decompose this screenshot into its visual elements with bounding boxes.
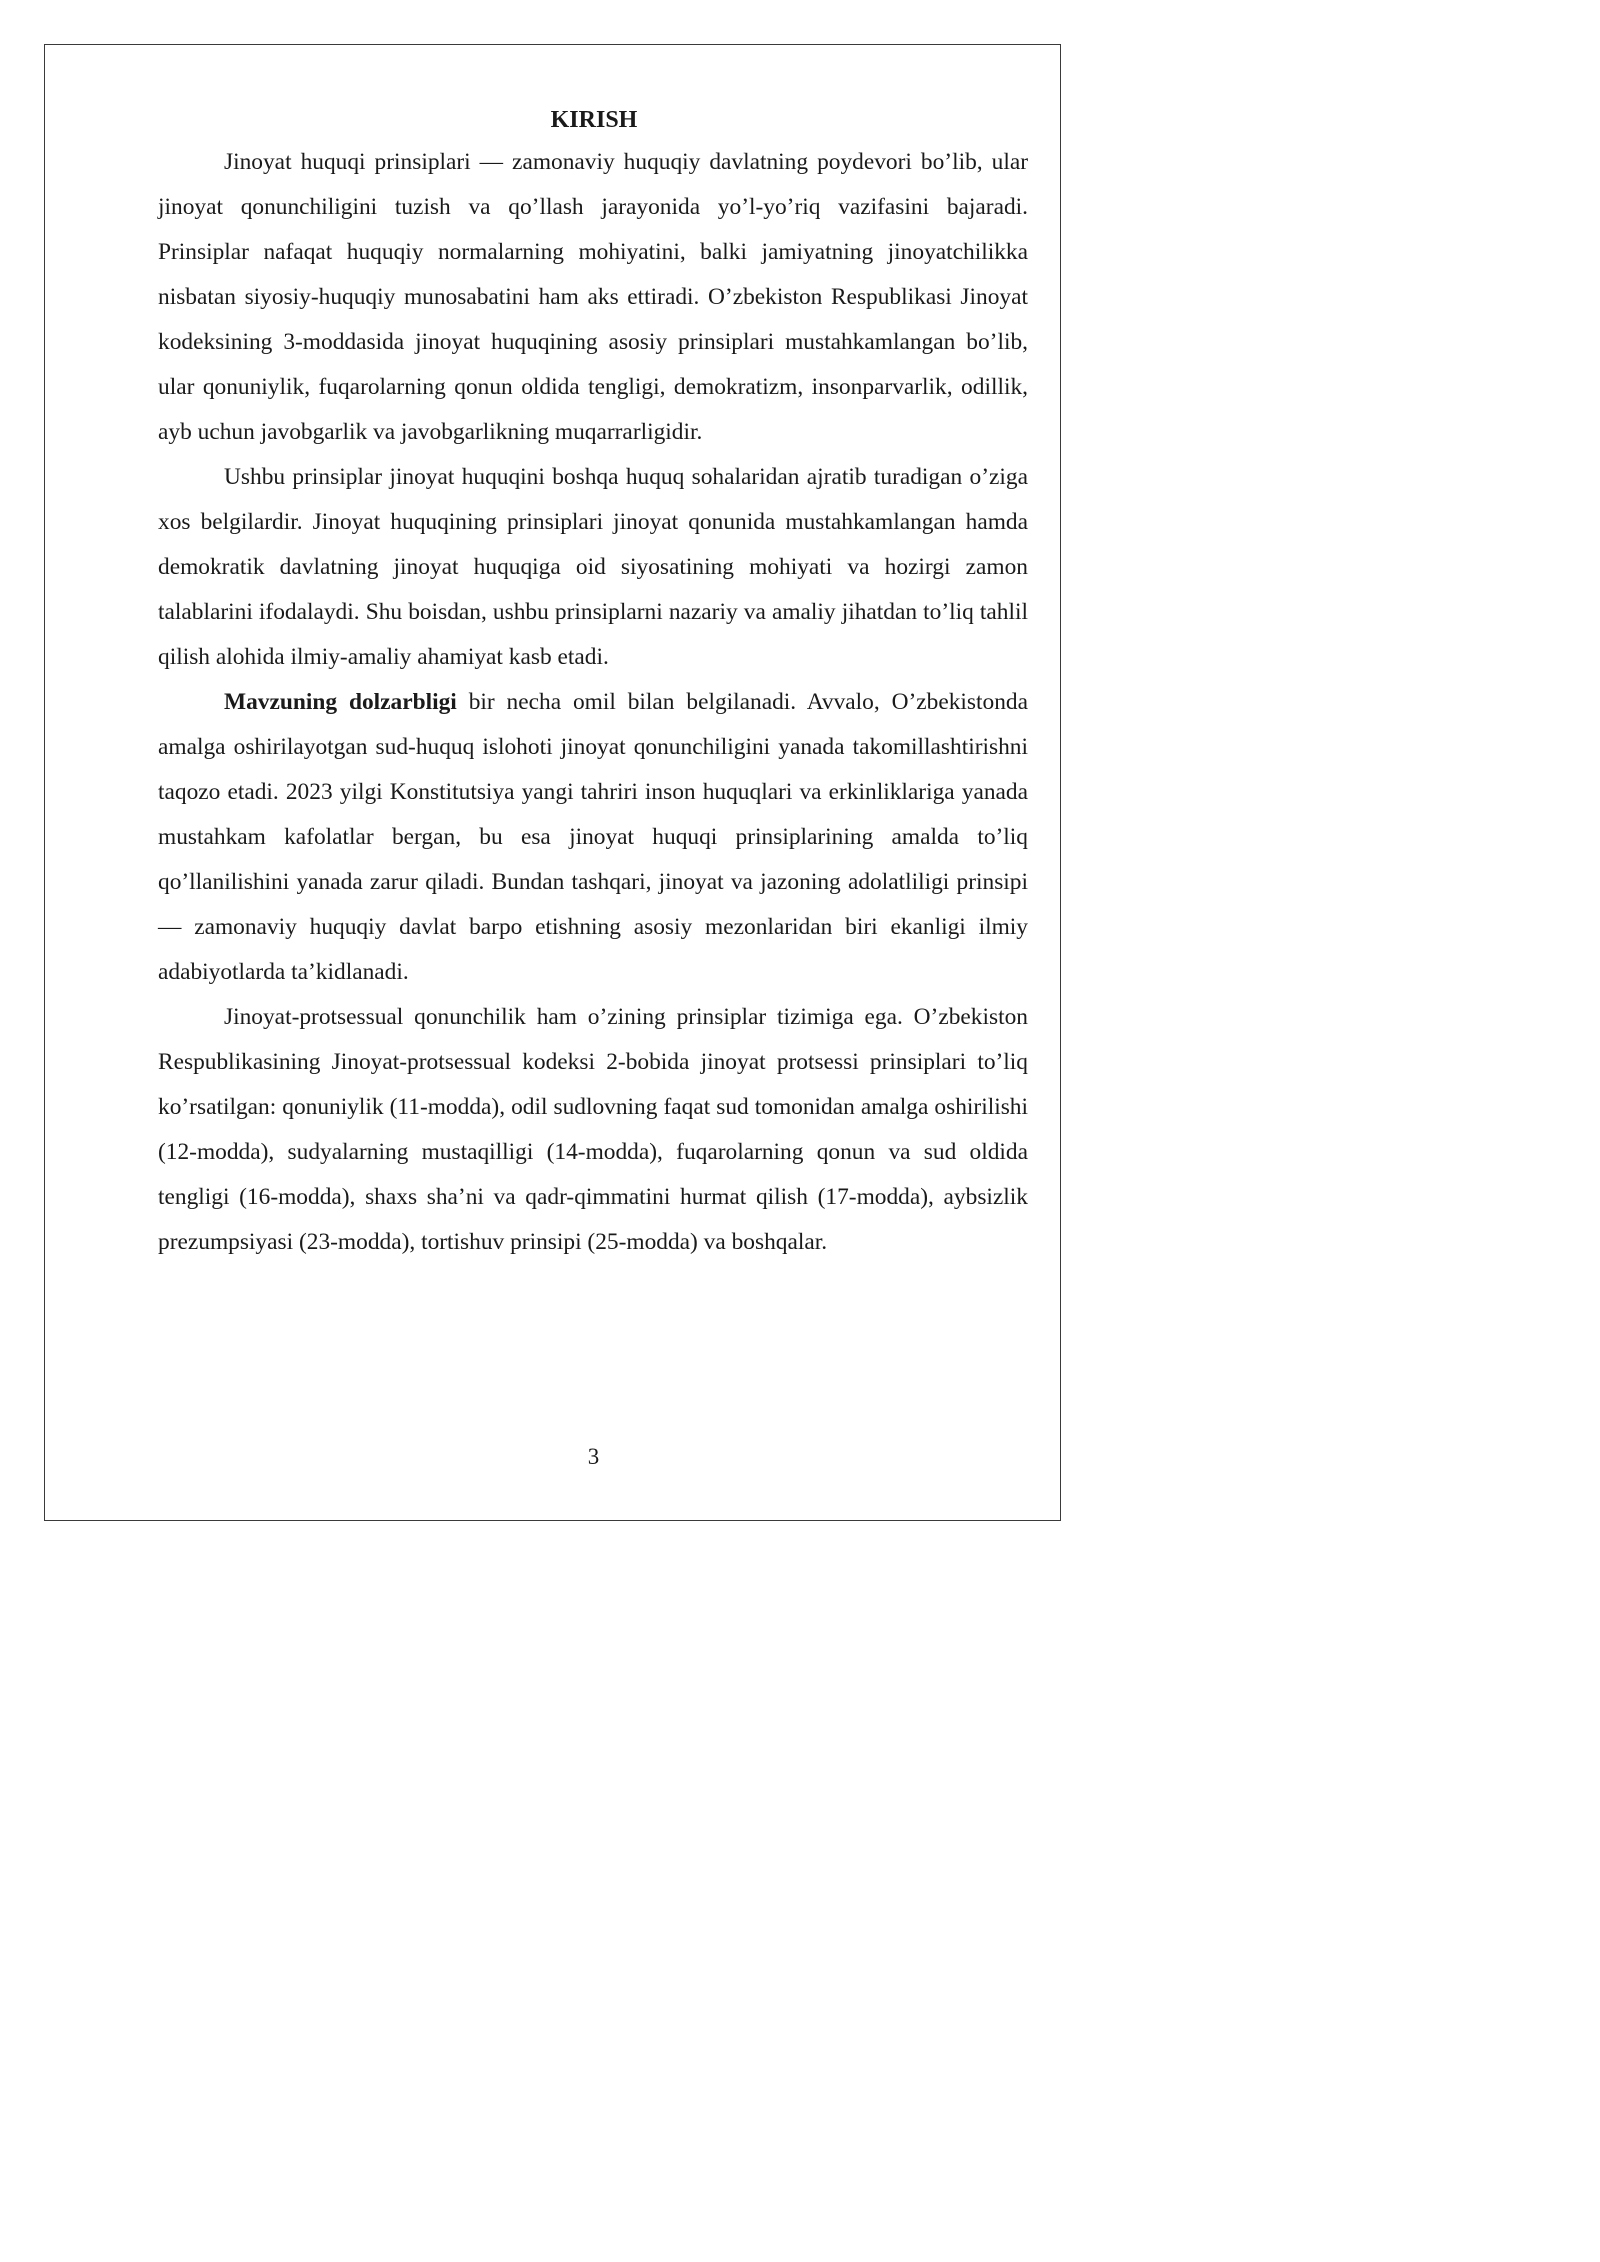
paragraph-3-bold-lead: Mavzuning dolzarbligi: [224, 689, 457, 715]
paragraph-1: [158, 140, 1028, 455]
paragraph-4-text: Jinoyat-protsessual qonunchilik ham o’zining prinsiplar tizimiga ega. O’zbekiston Respublikasining Jinoyat-protsessual kodeksi 2-bobida jinoyat protsessi prinsiplari to’liq ko’rsatilgan: qonuniylik (11-modda), odil sudlovning faqat sud tomonidan amalga oshirilishi (12-modda), sudyalarning mustaqilligi (14-modda), fuqarolarning qonun va sud oldida tengligi (16-modda), shaxs sha’ni va qadr-qimmatini hurmat qilish (17-modda), aybsizlik prezumpsiyasi (23-modda), tortishuv prinsipi (25-modda) va boshqalar.: [158, 1004, 1028, 1255]
document-body: [158, 102, 1028, 1265]
paragraph-2-text: Ushbu prinsiplar jinoyat huquqini boshqa huquq sohalaridan ajratib turadigan o’ziga xos belgilardir. Jinoyat huquqining prinsiplari jinoyat qonunida mustahkamlangan hamda demokratik davlatning jinoyat huquqiga oid siyosatining mohiyati va hozirgi zamon talablarini ifodalaydi. Shu boisdan, ushbu prinsiplarni nazariy va amaliy jihatdan to’liq tahlil qilish alohida ilmiy-amaliy ahamiyat kasb etadi.: [158, 464, 1028, 670]
paragraph-4: [158, 995, 1028, 1265]
paragraph-3-text: bir necha omil bilan belgilanadi. Avvalo, O’zbekistonda amalga oshirilayotgan sud-huquq islohoti jinoyat qonunchiligini yanada takomillashtirishni taqozo etadi. 2023 yilgi Konstitutsiya yangi tahriri inson huquqlari va erkinliklariga yanada mustahkam kafolatlar bergan, bu esa jinoyat huquqi prinsiplarining amalda to’liq qo’llanilishini yanada zarur qiladi. Bundan tashqari, jinoyat va jazoning adolatliligi prinsipi — zamonaviy huquqiy davlat barpo etishning asosiy mezonlaridan biri ekanligi ilmiy adabiyotlarda ta’kidlanadi.: [158, 689, 1028, 985]
section-heading: KIRISH: [550, 107, 638, 133]
paragraph-3: [158, 680, 1028, 995]
paragraph-2: [158, 455, 1028, 680]
paragraph-1-text: Jinoyat huquqi prinsiplari — zamonaviy huquqiy davlatning poydevori bo’lib, ular jinoyat qonunchiligini tuzish va qo’llash jarayonida yo’l-yo’riq vazifasini bajaradi. Prinsiplar nafaqat huquqiy normalarning mohiyatini, balki jamiyatning jinoyatchilikka nisbatan siyosiy-huquqiy munosabatini ham aks ettiradi. O’zbekiston Respublikasi Jinoyat kodeksining 3-moddasida jinoyat huquqining asosiy prinsiplari mustahkamlangan bo’lib, ular qonuniylik, fuqarolarning qonun oldida tengligi, demokratizm, insonparvarlik, odillik, ayb uchun javobgarlik va javobgarlikning muqarrarligidir.: [158, 149, 1028, 445]
page-number: 3: [587, 1444, 600, 1469]
